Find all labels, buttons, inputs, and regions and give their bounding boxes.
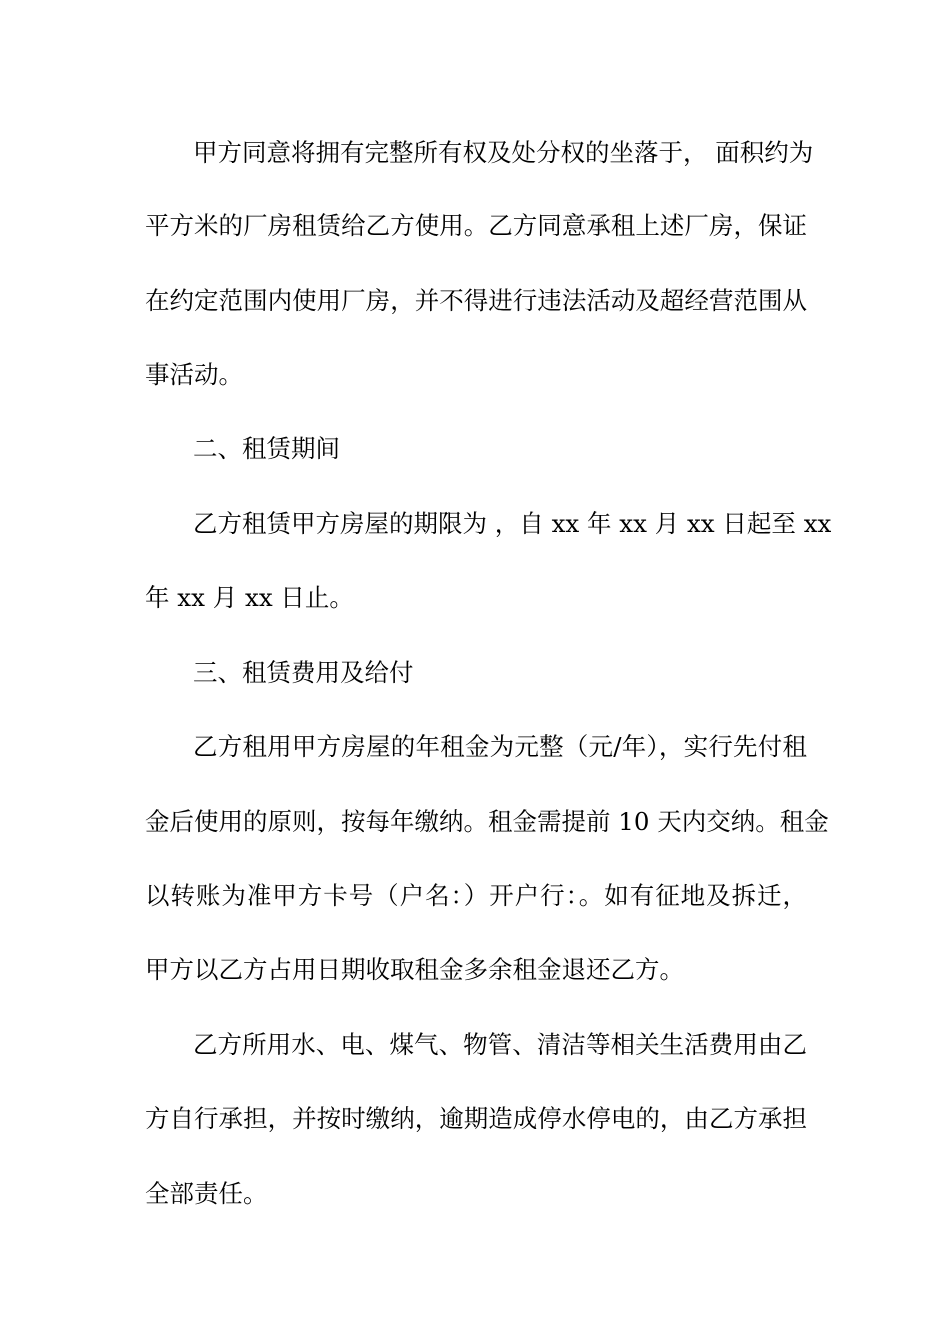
section-heading-lease-term: 二、租赁期间 — [193, 434, 340, 463]
section-heading-rent-payment: 三、租赁费用及给付 — [193, 658, 414, 687]
paragraph-utilities-line-2: 方自行承担，并按时缴纳，逾期造成停水停电的，由乙方承担 — [145, 1104, 807, 1133]
paragraph-term-line-1: 乙方租赁甲方房屋的期限为 ，自 xx 年 xx 月 xx 日起至 xx — [193, 509, 832, 538]
paragraph-premises-line-1: 甲方同意将拥有完整所有权及处分权的坐落于， 面积约为 — [193, 138, 814, 167]
paragraph-premises-line-4: 事活动。 — [145, 360, 243, 389]
paragraph-rent-line-3: 以转账为准甲方卡号（户名：）开户行：。如有征地及拆迁， — [145, 881, 807, 910]
paragraph-rent-line-2: 金后使用的原则，按每年缴纳。租金需提前 10 天内交纳。租金 — [145, 807, 829, 836]
paragraph-premises-line-2: 平方米的厂房租赁给乙方使用。乙方同意承租上述厂房，保证 — [145, 211, 807, 240]
paragraph-term-line-2: 年 xx 月 xx 日止。 — [145, 583, 354, 612]
paragraph-utilities-line-1: 乙方所用水、电、煤气、物管、清洁等相关生活费用由乙 — [193, 1030, 807, 1059]
paragraph-utilities-line-3: 全部责任。 — [145, 1179, 268, 1208]
paragraph-rent-line-4: 甲方以乙方占用日期收取租金多余租金退还乙方。 — [145, 955, 684, 984]
paragraph-rent-line-1: 乙方租用甲方房屋的年租金为元整（元/年），实行先付租 — [193, 732, 807, 761]
paragraph-premises-line-3: 在约定范围内使用厂房，并不得进行违法活动及超经营范围从 — [145, 286, 807, 315]
